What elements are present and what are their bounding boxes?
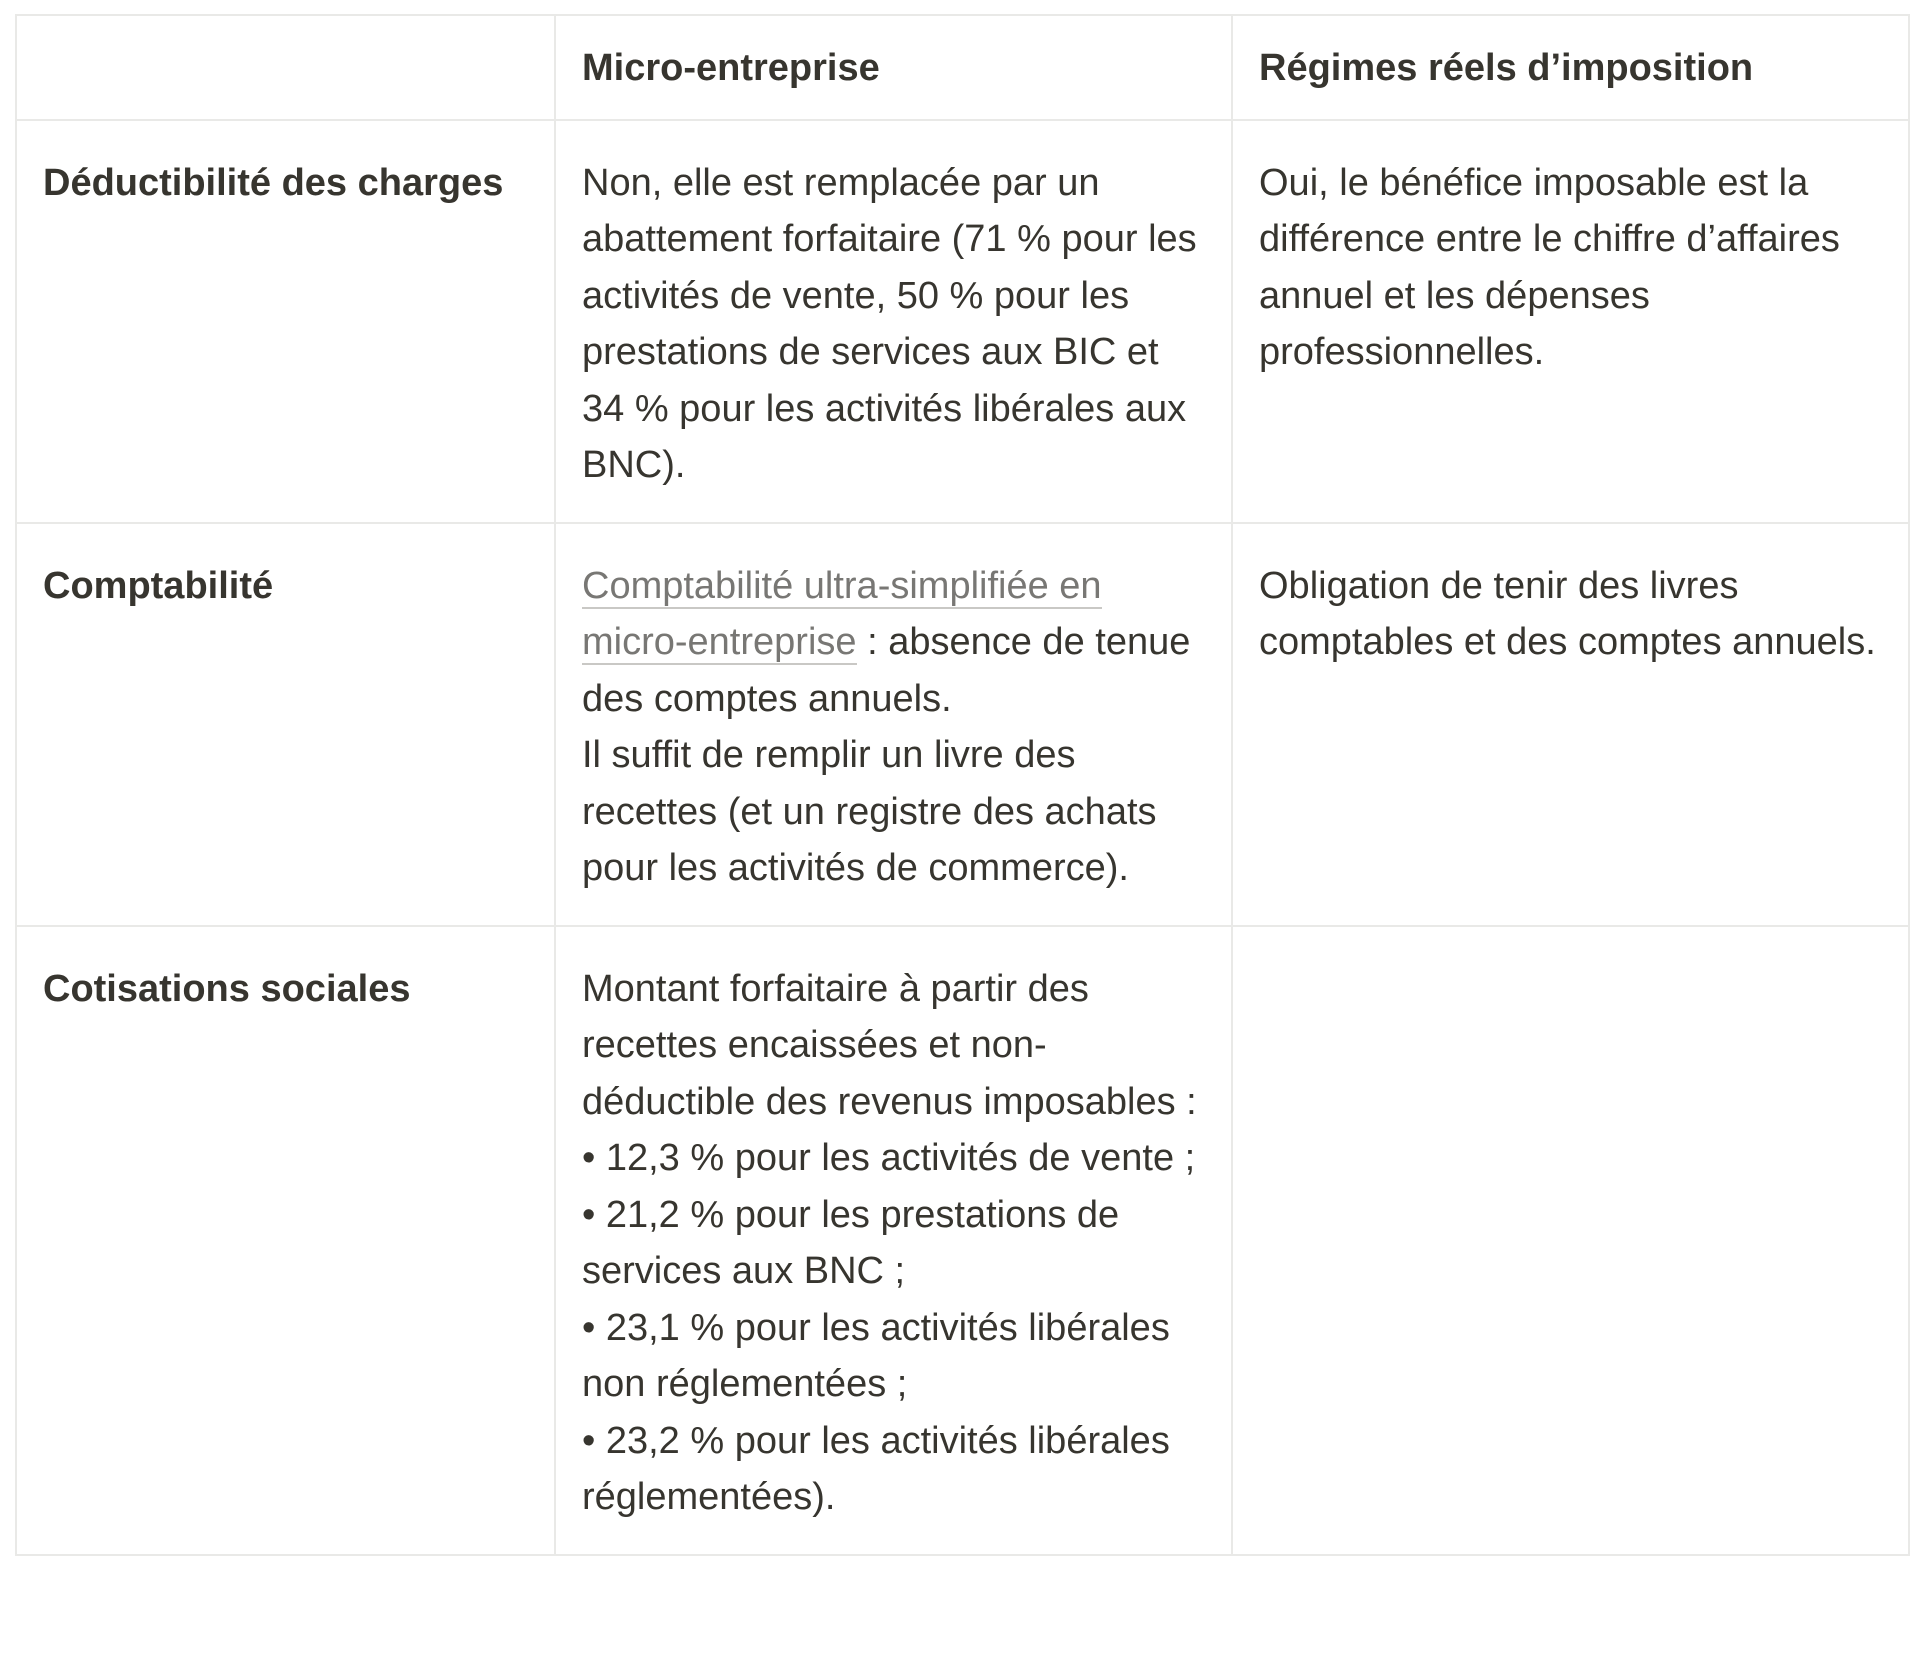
cell-comptabilite-reel: Obligation de tenir des livres comptables et des comptes annuels. bbox=[1232, 523, 1909, 926]
comptabilite-ultra-simplifiee-link[interactable]: Comptabilité ultra-simplifiée en micro-entreprise bbox=[582, 564, 1102, 663]
row-label-deductibilite: Déductibilité des charges bbox=[16, 120, 555, 523]
row-label-comptabilite: Comptabilité bbox=[16, 523, 555, 926]
cotisations-bullet-item: • 23,1 % pour les activités libérales non réglementées ; bbox=[582, 1306, 1170, 1405]
cell-deductibilite-reel: Oui, le bénéfice imposable est la différence entre le chiffre d’affaires annuel et les dépenses professionnelles. bbox=[1232, 120, 1909, 523]
comptabilite-micro-second-line: Il suffit de remplir un livre des recettes (et un registre des achats pour les activités de commerce). bbox=[582, 734, 1157, 889]
comptabilite-micro-first-line bbox=[582, 558, 1205, 728]
cell-cotisations-reel bbox=[1232, 926, 1909, 1555]
header-cell-empty bbox=[16, 15, 555, 120]
cotisations-bullet-item: • 12,3 % pour les activités de vente ; bbox=[582, 1137, 1196, 1179]
table-header-row bbox=[16, 15, 1909, 120]
cotisations-bullet-item: • 21,2 % pour les prestations de services aux BNC ; bbox=[582, 1193, 1120, 1292]
comptabilite-micro-after-link: : absence de tenue des comptes annuels. bbox=[582, 621, 1191, 720]
row-label-cotisations: Cotisations sociales bbox=[16, 926, 555, 1555]
header-cell-micro-entreprise: Micro-entreprise bbox=[555, 15, 1232, 120]
header-cell-regimes-reels: Régimes réels d’imposition bbox=[1232, 15, 1909, 120]
cell-deductibilite-micro: Non, elle est remplacée par un abattement forfaitaire (71 % pour les activités de vente, 50 % pour les prestations de services aux BIC et 34 % pour les activités libérales aux BNC). bbox=[555, 120, 1232, 523]
cotisations-bullet-item: • 23,2 % pour les activités libérales réglementées). bbox=[582, 1419, 1170, 1518]
table-row bbox=[16, 926, 1909, 1555]
cotisations-intro: Montant forfaitaire à partir des recettes encaissées et non-déductible des revenus imposables : bbox=[582, 967, 1197, 1123]
table-row bbox=[16, 120, 1909, 523]
table-row bbox=[16, 523, 1909, 926]
cell-cotisations-micro bbox=[555, 926, 1232, 1555]
cell-comptabilite-micro bbox=[555, 523, 1232, 926]
comparison-table bbox=[15, 14, 1910, 1556]
